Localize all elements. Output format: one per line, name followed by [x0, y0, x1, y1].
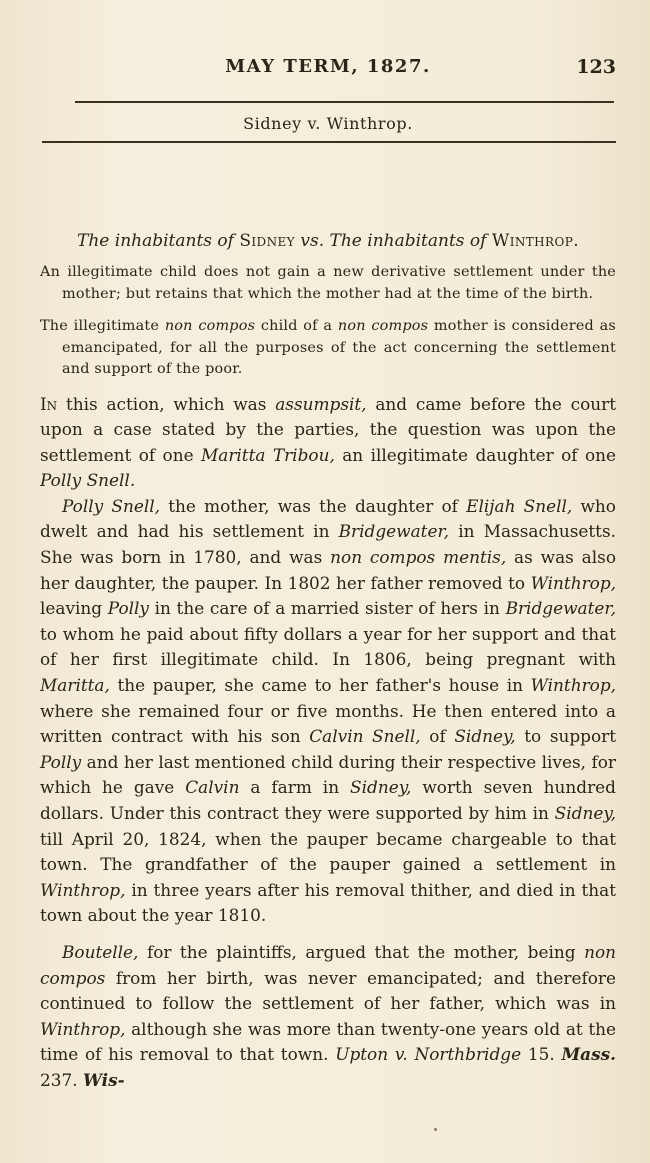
paragraph-italic: non compos [40, 941, 617, 988]
paragraph-italic: Elijah Snell, [466, 495, 573, 516]
headnote-2-text: The illegitimate [40, 318, 160, 334]
document-body [40, 228, 616, 1094]
case-title-part2: The inhabitants of [329, 231, 487, 251]
headnote-1-text: An illegitimate child does not gain a new derivative settlement under the mother; but retains that which the mother had at the time of the birth. [40, 264, 616, 302]
paragraph-italic: Sidney, [554, 803, 616, 823]
headnote-1 [40, 262, 616, 305]
paragraph-italic: Calvin [185, 777, 240, 798]
drop-cap: In [40, 393, 58, 414]
headnote-2-italic: non compos [164, 318, 256, 334]
running-head [40, 56, 616, 86]
case-title-party2: Winthrop. [491, 231, 579, 251]
page-blemish [434, 1128, 437, 1131]
paragraph-italic: Mass. [561, 1044, 616, 1065]
paragraph-text: the pauper, she came to her father's house in [117, 675, 523, 696]
paragraph-italic: Polly [40, 751, 82, 772]
paragraph-italic: assumpsit, [275, 393, 367, 414]
paragraph-3 [40, 940, 616, 1094]
paragraph-italic: non compos mentis, [330, 547, 507, 568]
paragraph-text: where she remained four or five months. He then entered into a written contract with his son [40, 700, 616, 747]
paragraph-text: as was also her daughter, the pauper. In 1802 her father removed to [40, 547, 616, 593]
running-head-title: MAY TERM, 1827. [225, 56, 431, 77]
paragraph-text: of [429, 726, 446, 747]
case-title-party1: Sidney [239, 231, 295, 251]
paragraph-text: in three years after his removal thither, and died in that town about the year 1810. [40, 879, 616, 926]
paragraph-italic: Bridgewater, [505, 598, 616, 619]
paragraph-italic: Upton v. Northbridge [335, 1044, 522, 1065]
case-title-vs: vs. [300, 231, 325, 251]
case-header [40, 114, 616, 133]
case-title [40, 228, 616, 254]
paragraph-text: in the care of a married sister of hers in [154, 598, 500, 619]
paragraph-text: and her last mentioned child during their respective lives, for which he gave [40, 751, 616, 798]
headnote-2-text: mother is considered as emancipated, for all the purposes of the act concerning the settlement and support of the poor. [62, 318, 617, 377]
paragraph-italic: Maritta, [40, 675, 110, 696]
paragraph-italic: Polly Snell. [40, 470, 136, 491]
paragraph-text: a farm in [250, 777, 340, 798]
paragraph-italic: Winthrop, [40, 879, 126, 900]
paragraph-2 [40, 494, 616, 929]
paragraph-text: and came before the court upon a case stated by the parties, the question was upon the settlement of one [40, 393, 617, 465]
paragraph-italic: Winthrop, [530, 675, 617, 696]
paragraph-italic: Winthrop, [530, 572, 617, 593]
paragraph-1 [40, 392, 616, 494]
case-header-text: Sidney v. Winthrop. [243, 114, 413, 133]
paragraph-text: from her birth, was never emancipated; and therefore continued to follow the settlement of her father, which was in [40, 967, 616, 1014]
paragraph-text: 237. [40, 1069, 78, 1090]
paragraph-italic: Boutelle, [62, 941, 139, 962]
paragraph-italic: Bridgewater, [338, 521, 450, 542]
paragraph-text: although she was more than twenty-one years old at the time of his removal to that town. [40, 1018, 616, 1065]
paragraph-text: leaving [40, 598, 103, 619]
paragraph-text: till April 20, 1824, when the pauper became chargeable to that town. The grandfather of the pauper gained a settlement in [40, 828, 616, 875]
page-number: 123 [576, 56, 616, 78]
paragraph-italic: Polly [107, 598, 149, 619]
paragraph-text: worth seven hundred dollars. Under this contract they were supported by him in [40, 777, 616, 823]
paragraph-italic: Sidney, [454, 726, 516, 747]
top-rule [75, 101, 614, 103]
paragraph-text: for the plaintiffs, argued that the mother, being [146, 941, 576, 962]
paragraph-italic: Calvin Snell, [309, 726, 421, 747]
headnote-2-text: child of a [260, 318, 333, 334]
case-title-part1: The inhabitants of [77, 231, 234, 251]
paragraph-italic: Wis- [82, 1069, 125, 1090]
headnote-2 [40, 316, 616, 381]
paragraph-text: to whom he paid about fifty dollars a year for her support and that of her first illegitimate child. In 1806, being pregnant with [40, 623, 616, 670]
paragraph-text: in Massachusetts. She was born in 1780, and was [40, 521, 616, 568]
paragraph-text: this action, which was [65, 393, 267, 414]
paragraph-text: who dwelt and had his settlement in [40, 495, 616, 542]
paragraph-text: to support [524, 726, 617, 747]
paragraph-italic: Polly Snell, [62, 495, 161, 516]
paragraph-text: the mother, was the daughter of [168, 495, 458, 516]
paragraph-italic: Maritta Tribou, [200, 444, 335, 465]
paragraph-text: an illegitimate daughter of one [342, 444, 616, 465]
paragraph-italic: Winthrop, [40, 1018, 126, 1039]
headnote-2-italic: non compos [337, 318, 429, 334]
bottom-rule [42, 141, 616, 143]
paragraph-italic: Sidney, [350, 777, 412, 798]
paragraph-text: 15. [527, 1044, 555, 1065]
